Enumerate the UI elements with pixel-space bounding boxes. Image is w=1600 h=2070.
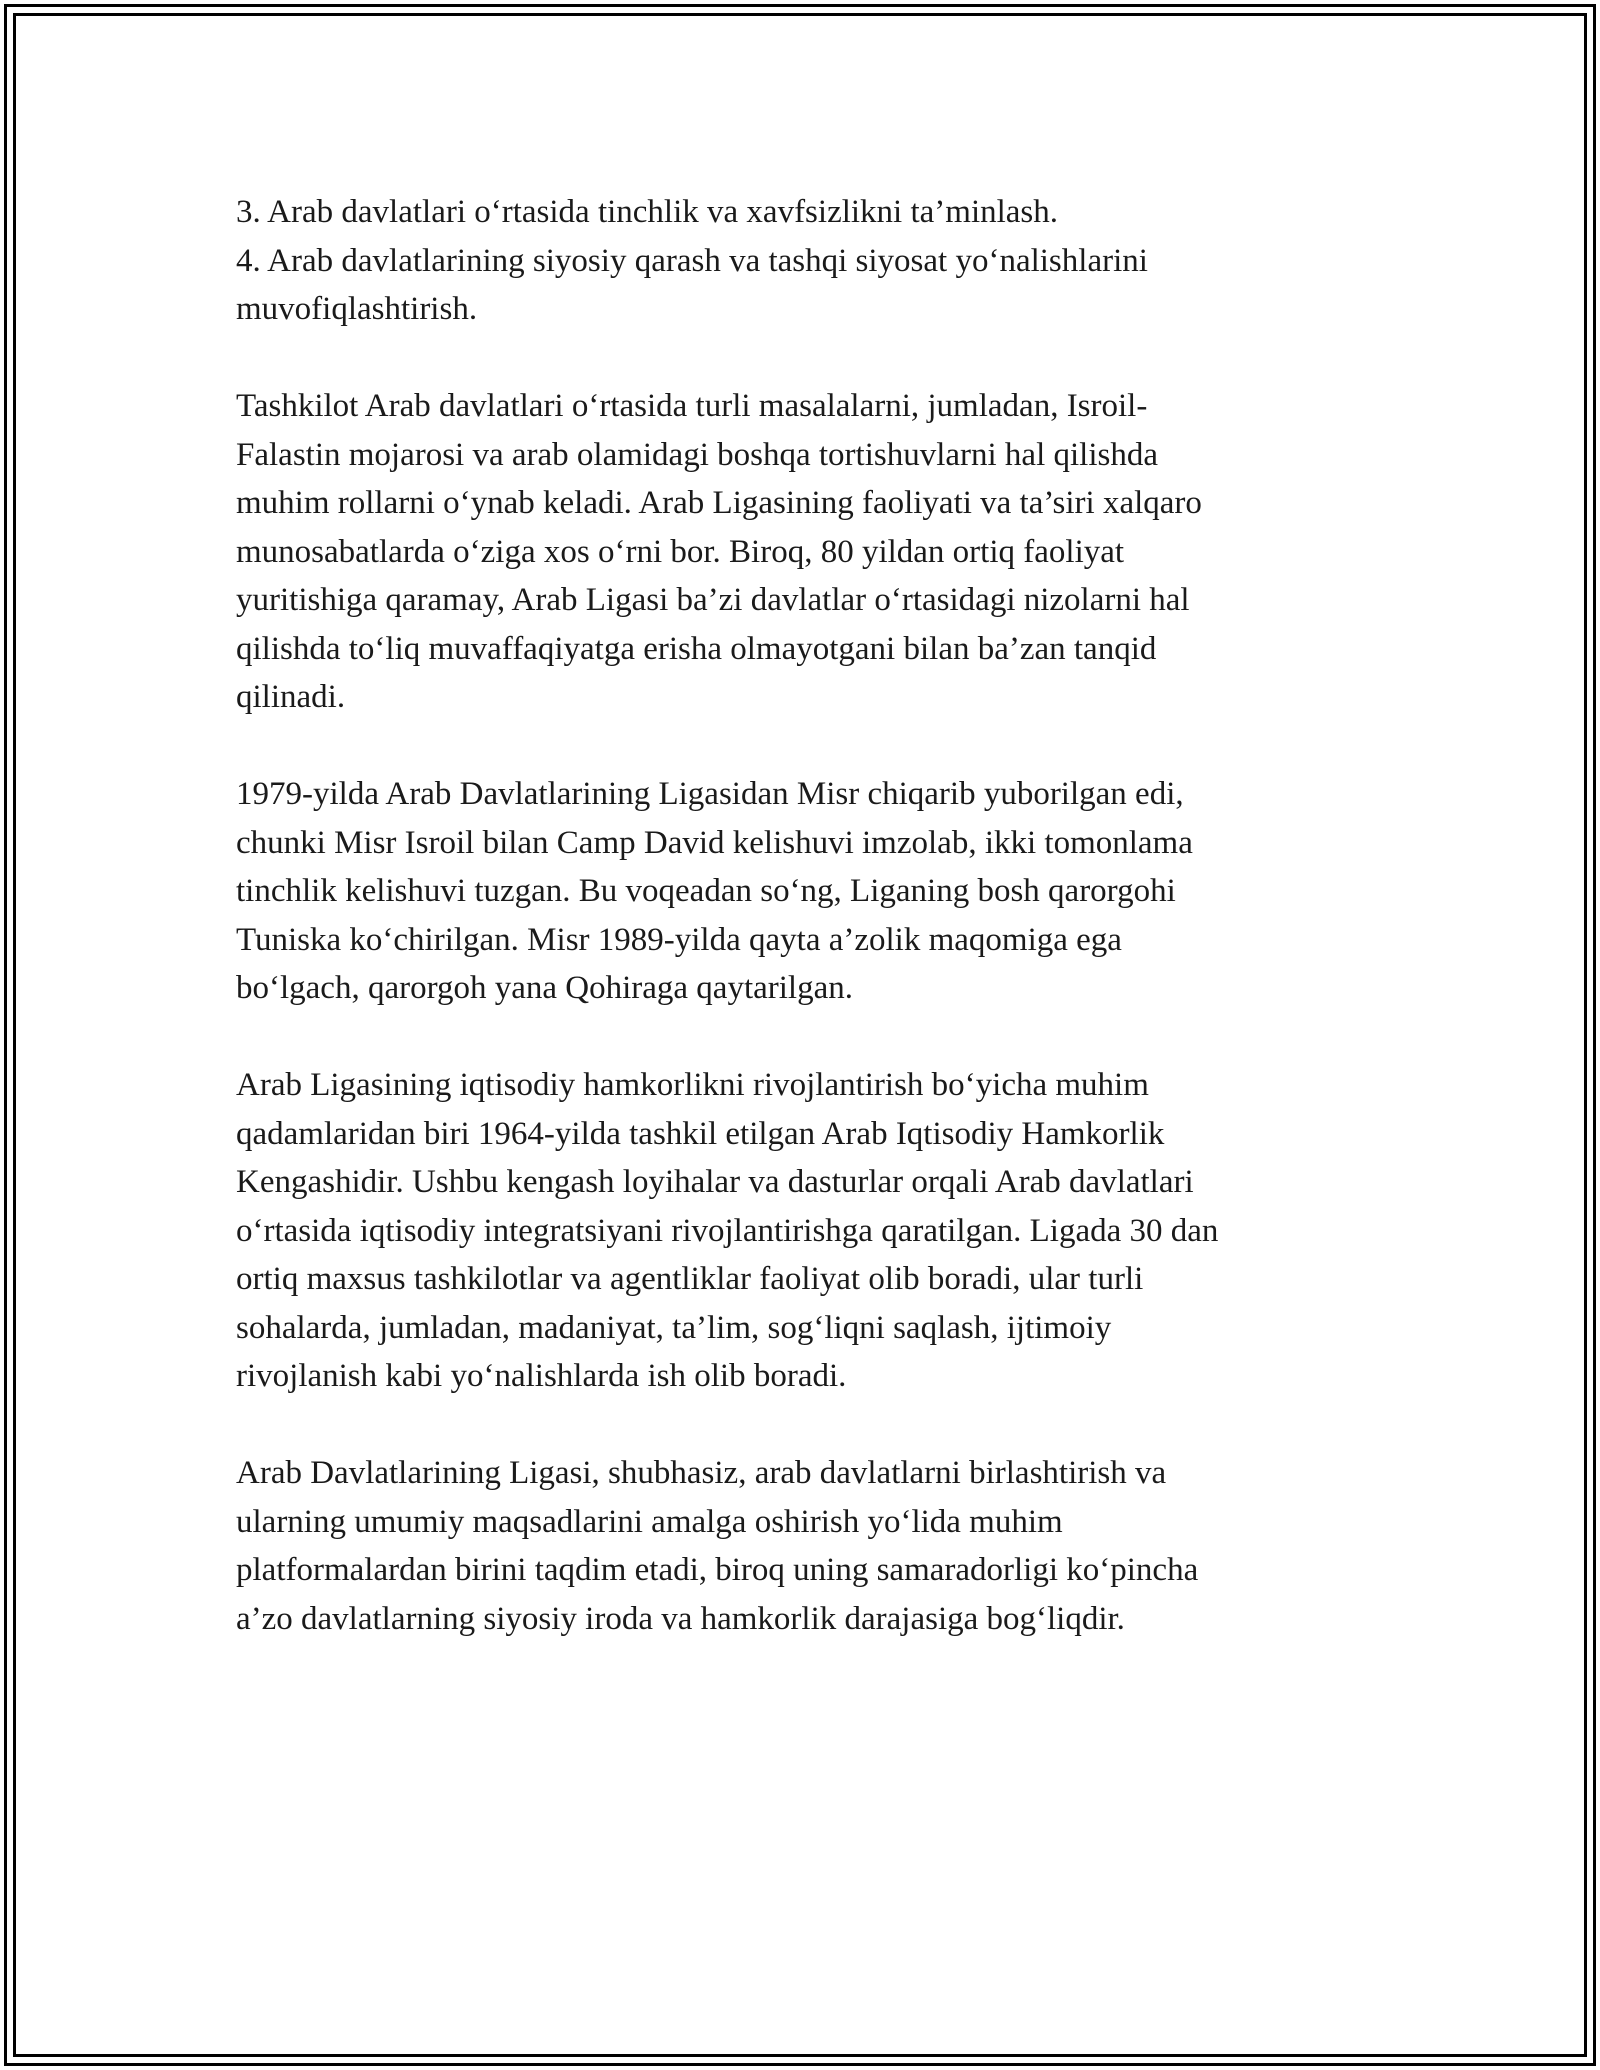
text-line: Kengashidir. Ushbu kengash loyihalar va dasturlar orqali Arab davlatlari bbox=[236, 1164, 1194, 1200]
text-line: munosabatlarda o‘ziga xos o‘rni bor. Biroq, 80 yildan ortiq faoliyat bbox=[236, 533, 1125, 570]
text-line: bo‘lgach, qarorgoh yana Qohiraga qaytarilgan. bbox=[236, 970, 853, 1006]
text-line: qilinadi. bbox=[236, 679, 346, 715]
text-line: qadamlaridan biri 1964-yilda tashkil etilgan Arab Iqtisodiy Hamkorlik bbox=[236, 1115, 1165, 1152]
document-body bbox=[236, 188, 1346, 1692]
text-line: Arab Ligasining iqtisodiy hamkorlikni rivojlantirish bo‘yicha muhim bbox=[236, 1067, 1149, 1103]
text-line: qilishda to‘liq muvaffaqiyatga erisha olmayotgani bilan ba’zan tanqid bbox=[236, 630, 1157, 667]
text-line: o‘rtasida iqtisodiy integratsiyani rivojlantirishga qaratilgan. Ligada 30 dan bbox=[236, 1212, 1219, 1249]
text-line: a’zo davlatlarning siyosiy iroda va hamkorlik darajasiga bog‘liqdir. bbox=[236, 1600, 1125, 1637]
paragraph-egypt-expulsion bbox=[236, 770, 1346, 1013]
text-line: Tashkilot Arab davlatlari o‘rtasida turli masalalarni, jumladan, Isroil- bbox=[236, 388, 1148, 424]
paragraph-organization-role bbox=[236, 382, 1346, 722]
text-line: muhim rollarni o‘ynab keladi. Arab Ligasining faoliyati va ta’siri xalqaro bbox=[236, 485, 1202, 521]
text-line: 1979-yilda Arab Davlatlarining Ligasidan Misr chiqarib yuborilgan edi, bbox=[236, 776, 1184, 812]
text-line: chunki Misr Isroil bilan Camp David kelishuvi imzolab, ikki tomonlama bbox=[236, 824, 1193, 861]
paragraph-economic-cooperation bbox=[236, 1061, 1346, 1401]
numbered-list bbox=[236, 188, 1346, 334]
paragraph-conclusion bbox=[236, 1449, 1346, 1643]
text-line: Falastin mojarosi va arab olamidagi boshqa tortishuvlarni hal qilishda bbox=[236, 436, 1158, 473]
text-line: 4. Arab davlatlarining siyosiy qarash va tashqi siyosat yo‘nalishlarini bbox=[236, 242, 1148, 279]
text-line: rivojlanish kabi yo‘nalishlarda ish olib boradi. bbox=[236, 1358, 847, 1394]
text-line: muvofiqlashtirish. bbox=[236, 291, 478, 327]
text-line: platformalardan birini taqdim etadi, biroq uning samaradorligi ko‘pincha bbox=[236, 1552, 1199, 1588]
text-line: 3. Arab davlatlari o‘rtasida tinchlik va xavfsizlikni ta’minlash. bbox=[236, 194, 1059, 230]
text-line: tinchlik kelishuvi tuzgan. Bu voqeadan so‘ng, Liganing bosh qarorgohi bbox=[236, 873, 1176, 909]
list-item-4 bbox=[236, 237, 1346, 334]
text-line: sohalarda, jumladan, madaniyat, ta’lim, sog‘liqni saqlash, ijtimoiy bbox=[236, 1309, 1112, 1346]
text-line: ortiq maxsus tashkilotlar va agentliklar faoliyat olib boradi, ular turli bbox=[236, 1261, 1144, 1297]
list-item-3 bbox=[236, 188, 1346, 237]
text-line: ularning umumiy maqsadlarini amalga oshirish yo‘lida muhim bbox=[236, 1503, 1063, 1540]
text-line: yuritishiga qaramay, Arab Ligasi ba’zi davlatlar o‘rtasidagi nizolarni hal bbox=[236, 582, 1190, 618]
text-line: Arab Davlatlarining Ligasi, shubhasiz, arab davlatlarni birlashtirish va bbox=[236, 1455, 1167, 1491]
text-line: Tuniska ko‘chirilgan. Misr 1989-yilda qayta a’zolik maqomiga ega bbox=[236, 921, 1122, 958]
